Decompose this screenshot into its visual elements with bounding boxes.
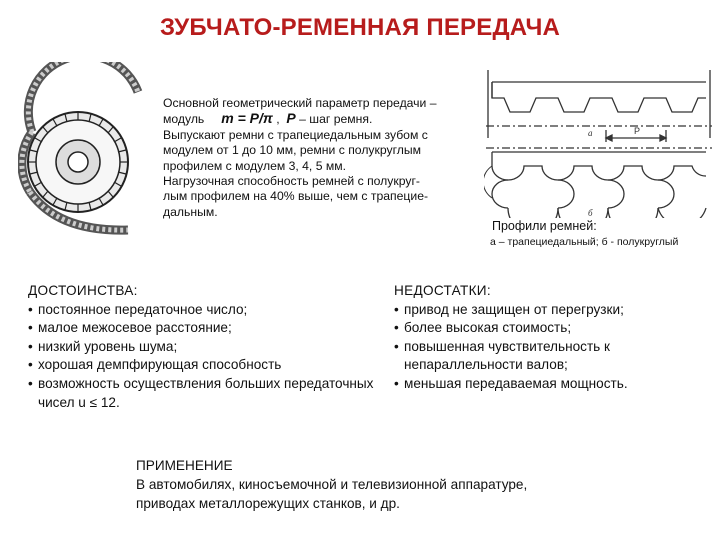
intro-line: дальным. [163,204,218,219]
disadvantages-section [394,282,714,394]
application-heading: ПРИМЕНЕНИЕ [136,458,233,473]
disadvantages-list [394,301,714,394]
intro-line: Основной геометрический параметр передачи – [163,96,437,110]
application-line: приводах металлорежущих станков, и др. [136,496,400,511]
formula-separator: , [276,112,280,127]
intro-line [163,111,493,127]
pitch-label: Р [634,126,641,136]
list-item: • низкий уровень шума; [28,338,378,357]
list-item: • хорошая демпфирующая способность [28,356,378,375]
profiles-subcaption: а – трапециедальный; б - полукруглый [490,236,679,248]
list-item: • привод не защищен от перегрузки; [394,301,714,320]
module-formula: m = P/π [221,110,273,127]
intro-text [163,96,493,220]
list-item: • более высокая стоимость; [394,319,714,338]
intro-line: профилем с модулем 3, 4, 5 мм. [163,158,347,173]
profile-b-label: б [588,208,593,218]
pitch-description: – шаг ремня. [299,112,373,127]
list-item: • возможность осуществления больших передаточных чисел u ≤ 12. [28,375,378,412]
intro-line: Нагрузочная способность ремней с полукруг- [163,174,420,189]
toothed-belt-pulley-illustration [18,62,158,237]
intro-line: Выпускают ремни с трапециедальным зубом с [163,127,428,142]
page-title: ЗУБЧАТО-РЕМЕННАЯ ПЕРЕДАЧА [159,14,561,41]
list-item: • повышенная чувствительность к непараллельности валов; [394,338,714,375]
list-item: • малое межосевое расстояние; [28,319,378,338]
list-item: • постоянное передаточное число; [28,301,378,320]
belt-profiles-drawing [484,68,714,218]
application-section [136,456,696,513]
advantages-heading: ДОСТОИНСТВА: [28,283,138,298]
intro-line: лым профилем на 40% выше, чем с трапецие- [163,189,429,204]
profile-a-label: а [588,128,593,138]
advantages-list [28,301,378,413]
application-line: В автомобилях, киносъемочной и телевизионной аппаратуре, [136,477,528,492]
pitch-symbol: P [286,110,296,127]
advantages-section [28,282,378,412]
list-item: • меньшая передаваемая мощность. [394,375,714,394]
disadvantages-heading: НЕДОСТАТКИ: [394,283,491,298]
intro-line: модулем от 1 до 10 мм, ремни с полукруглым [163,143,422,158]
profiles-caption: Профили ремней: [492,219,597,233]
intro-module-label: модуль [163,112,205,127]
